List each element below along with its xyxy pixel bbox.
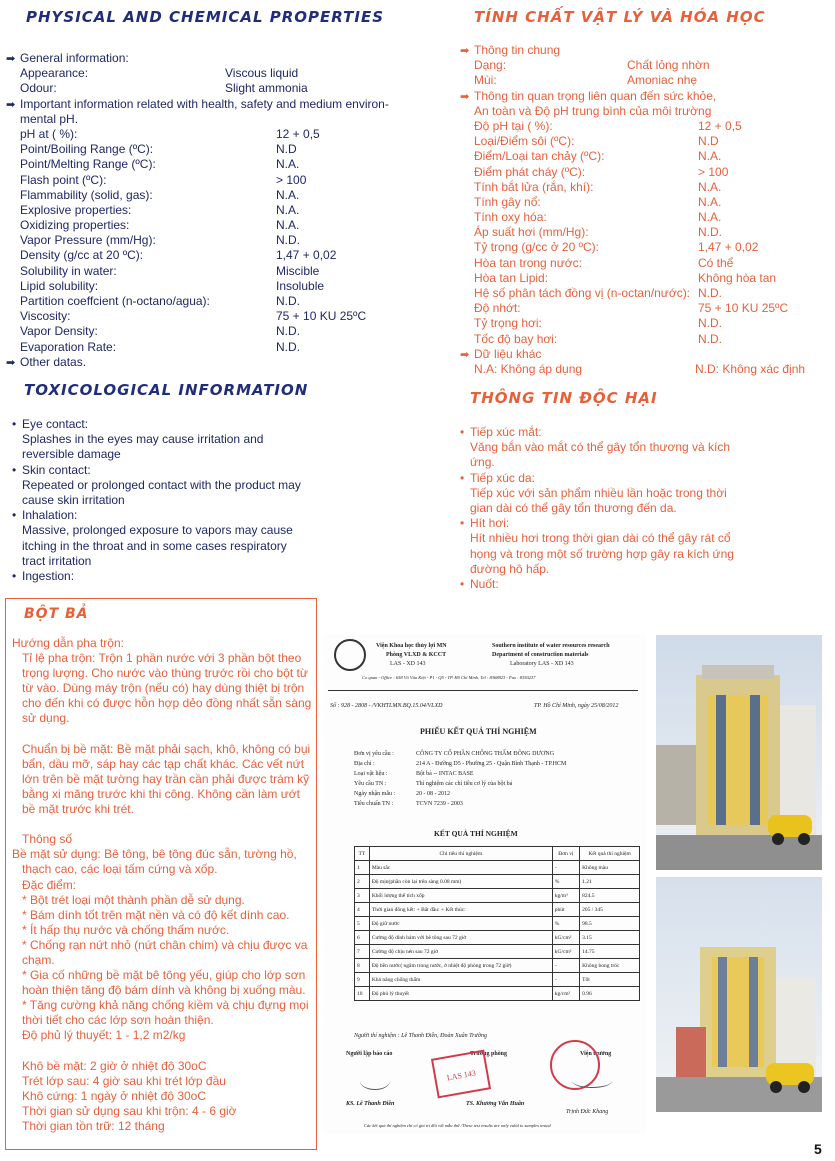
property-value: > 100 <box>698 164 729 179</box>
property-row <box>6 173 426 188</box>
property-row <box>6 188 426 203</box>
property-row <box>460 256 830 271</box>
institute-logo-icon <box>334 639 366 671</box>
building-photo-top <box>656 635 822 870</box>
property-value: N.A. <box>276 218 300 233</box>
property-value: 75 + 10 KU 25ºC <box>276 309 367 324</box>
property-label: Tỷ trọng (g/cc ở 20 ºC): <box>474 240 599 255</box>
bot-ba-line: Chuẩn bị bề mặt: Bề mặt phải sạch, khô, không có bụi <box>22 741 311 756</box>
bot-ba-line <box>12 1044 314 1059</box>
property-row <box>6 218 426 233</box>
bot-ba-line: Thông số <box>22 832 73 847</box>
property-value: N.A. <box>276 202 300 217</box>
property-label: Hệ số phân tách đồng vị (n-octan/nước): <box>474 286 691 300</box>
bot-ba-line: * Gia cố những bề mặt bê tông yếu, giúp cho lớp sơn <box>22 968 306 983</box>
property-label: Tính bắt lửa (rắn, khí): <box>474 179 594 194</box>
arrow-icon: ➡ <box>6 53 16 65</box>
table-row: 5 Độ giữ nước % 98.5 <box>355 917 640 931</box>
property-row <box>460 316 830 331</box>
property-value: N.D. <box>276 324 300 339</box>
bot-ba-line: bằng xi măng trước khi thi công. Không cần làm ướt <box>22 786 300 801</box>
property-label: Tính gây nổ: <box>474 194 541 209</box>
property-value: N.D. <box>276 294 300 308</box>
property-row <box>460 240 830 255</box>
toxicological-info-en: • Eye contact: Splashes in the eyes may cause irritation and reversible damage • Skin contact: Repeated or prolonged contact with the product may cause skin irritation • Inhalation: Massive, prolonged exposure to vapors may cause itching in the throat and in some cases respiratory tract irritation • Ingestion: <box>12 417 301 583</box>
property-row <box>460 134 830 149</box>
property-label: Áp suất hơi (mm/Hg): <box>474 225 589 240</box>
property-row <box>460 180 830 195</box>
property-row <box>460 149 830 164</box>
test-results-table: TT Chỉ tiêu thí nghiệm Đơn vị Kết quả thí nghiệm 1 Màu sắc - Không màu 2 Độ mịn(phần còn lại trên sàng 0.08 mm) % 1.21 3 Khối lượng thể tích xốp kg/m³ 824.5 4 Thời gian đông kết: + Bắt đầu: + Kết thúc: phút 205 / 345 5 Độ giữ nước % 98.5 6 Cường độ dính bám với bê tông sau 72 giờ kG/cm² 3.15 7 Cường độ chịu nén sau 72 giờ kG/cm² 14.75 8 Độ bền nước( ngâm trong nước, ở nhiệt độ phòng trong 72 giờ) - Không bong tróc 9 Khả năng chống thấm - Tốt 10 Độ phủ lý thuyết kg/cm² 0.96 <box>354 846 640 1001</box>
property-label: Oxidizing properties: <box>20 218 130 233</box>
property-label: Điểm phát cháy (ºC): <box>474 164 586 179</box>
property-row <box>460 119 830 134</box>
property-label: Point/Boiling Range (ºC): <box>20 142 154 157</box>
property-label: Evaporation Rate: <box>20 339 117 354</box>
arrow-icon: ➡ <box>460 90 470 103</box>
property-value: > 100 <box>276 172 307 187</box>
property-value: Miscible <box>276 263 320 278</box>
arrow-icon: ➡ <box>460 348 470 361</box>
property-value: N.D. <box>698 286 722 300</box>
bot-ba-line: sử dụng. <box>22 711 70 726</box>
bot-ba-line: lớn trên bề mặt tường hay trần cần phải được trám kỹ <box>22 771 310 786</box>
bot-ba-line: * Bám dính tốt trên mặt nền và có độ kết dính cao. <box>22 907 290 922</box>
property-label: Vapor Pressure (mm/Hg): <box>20 233 156 248</box>
property-row <box>460 210 830 225</box>
table-row: 4 Thời gian đông kết: + Bắt đầu: + Kết thúc: phút 205 / 345 <box>355 903 640 917</box>
bot-ba-line: Khô cứng: 1 ngày ở nhiệt độ 30oC <box>22 1088 207 1103</box>
property-row <box>460 286 830 301</box>
bot-ba-line: Trét lớp sau: 4 giờ sau khi trét lớp đầu <box>22 1073 226 1088</box>
property-value: Có thể <box>698 255 734 270</box>
physical-properties-vi: ➡ Thông tin chung Dạng: Chất lỏng nhờn Mùi: Amoniac nhẹ ➡ Thông tin quan trọng liên quan đến sức khỏe, An toàn và Độ pH trung bình của môi trường Độ pH tại ( %): 12 + 0,5 Loại/Điểm sôi (ºC): N.D Điểm/Loại tan chảy (ºC): N.A. Điểm phát cháy (ºC): > 100 Tính bắt lửa (rắn, khí): N.A. Tính gây nổ: N.A. Tính oxy hóa: N.A. Áp suất hơi (mm/Hg): N.D. Tỷ trọng (g/cc ở 20 ºC): 1,47 + 0,02 Hòa tan trong nước: Có thể Hòa tan Lipid: Không hòa tan Hệ số phân tách đồng vị (n-octan/nước): N.D. Độ nhớt: 75 + 10 KU 25ºC Tỷ trọng hơi: N.D. Tốc độ bay hơi: N.D. ➡ Dữ liệu khác N.A: Không áp dụng N.D: Không xác định <box>460 43 830 377</box>
bot-ba-line: chạm. <box>22 952 55 967</box>
bot-ba-line: * Chống rạn nứt nhỏ (nứt chân chim) và chịu được va <box>22 937 308 952</box>
property-value: N.A. <box>698 210 722 225</box>
property-row <box>6 127 426 142</box>
table-row: 7 Cường độ chịu nén sau 72 giờ kG/cm² 14.75 <box>355 945 640 959</box>
las-stamp: LAS 143 <box>431 1050 491 1099</box>
table-row: 1 Màu sắc - Không màu <box>355 861 640 875</box>
property-row <box>6 203 426 218</box>
property-value: N.D <box>698 134 719 149</box>
property-label: Điểm/Loại tan chảy (ºC): <box>474 149 605 164</box>
bot-ba-line: Đặc điểm: <box>22 877 77 892</box>
property-value: Không hòa tan <box>698 270 777 285</box>
property-value: N.D. <box>698 331 722 346</box>
property-label: Hòa tan trong nước: <box>474 255 582 270</box>
bot-ba-text <box>12 636 314 1134</box>
property-row <box>6 309 426 324</box>
property-value: 12 + 0,5 <box>276 126 320 141</box>
property-row <box>460 332 830 347</box>
bot-ba-line: Tỉ lệ pha trộn: Trộn 1 phần nước với 3 phần bột theo <box>22 651 302 666</box>
property-row <box>6 142 426 157</box>
toxicological-info-vi: • Tiếp xúc mắt: Văng bắn vào mắt có thể gây tổn thương và kích ứng. • Tiếp xúc da: Tiếp xúc với sản phẩm nhiều lần hoặc trong thời gian dài có thể gây tổn thương đến da. • Hít hơi: Hít nhiều hơi trong thời gian dài có thể gây rát cổ họng và trong một số trường hợp gây ra kích ứng đường hô hấp. • Nuốt: <box>460 425 734 591</box>
property-value: N.A. <box>276 187 300 202</box>
bot-ba-line <box>12 727 314 742</box>
property-row <box>6 264 426 279</box>
bot-ba-line: * Ít hấp thụ nước và chống thấm nước. <box>22 922 230 937</box>
bot-ba-line: hoàn thiện tăng độ bám dính và không bị xuống màu. <box>22 983 306 998</box>
bot-ba-line: * Bột trét loại một thành phần dễ sử dụng. <box>22 892 245 907</box>
bot-ba-line: Hướng dẫn pha trộn: <box>12 636 124 650</box>
property-label: Explosive properties: <box>20 202 132 217</box>
property-row <box>6 279 426 294</box>
bot-ba-line: Thời gian tồn trữ: 12 tháng <box>22 1119 165 1133</box>
toxicological-heading-vi: THÔNG TIN ĐỘC HẠI <box>470 389 658 407</box>
property-label: Độ nhớt: <box>474 301 521 316</box>
property-label: Flash point (ºC): <box>20 172 107 187</box>
property-label: Tỷ trọng hơi: <box>474 316 542 331</box>
bot-ba-line: Bề mặt sử dụng: Bê tông, bê tông đúc sẵn, tường hồ, <box>12 847 297 862</box>
bot-ba-line: từ vào. Dùng máy trộn (nếu có) hay dùng thiệt bị trộn <box>22 681 305 696</box>
property-value: N.D. <box>698 316 722 331</box>
property-label: Viscosity: <box>20 309 71 324</box>
table-row: 2 Độ mịn(phần còn lại trên sàng 0.08 mm) % 1.21 <box>355 875 640 889</box>
property-value: 75 + 10 KU 25ºC <box>698 301 789 316</box>
property-label: Tốc độ bay hơi: <box>474 331 558 346</box>
table-row: 8 Độ bền nước( ngâm trong nước, ở nhiệt độ phòng trong 72 giờ) - Không bong tróc <box>355 959 640 973</box>
test-certificate: Viện Khoa học thủy lợi MN Southern institute of water resources research Phòng VLXD & KCCT Department of construction materials LAS - XD 143 Laboratory LAS - XD 143 Co quan - Office : 658 Võ Văn Kiệt - P1 - Q5 - TP. Hồ Chí Minh. Tel : 8368823 - Fax : 8350237 Số : 928 - 2808 - /VKHTLMN.BQ.15.04/VLXD TP. Hồ Chí Minh, ngày 25/08/2012 PHIẾU KẾT QUẢ THÍ NGHIỆM Đơn vị yêu cầu : CÔNG TY CỔ PHẦN CHỐNG THẤM ĐÔNG DƯƠNG Địa chỉ : 214 A - Đường D5 - Phường 25 - Quận Bình Thạnh - TP.HCM Loại vật liệu : Bột bả -- INTAC BASE Yêu cầu TN : Thí nghiệm các chỉ tiêu cơ lý của bột bả Ngày nhận mẫu : 20 - 08 - 2012 Tiêu chuẩn TN : TCVN 7239 - 2003 KẾT QUẢ THÍ NGHIỆM TT Chỉ tiêu thí nghiệm Đơn vị Kết quả thí nghiệm 1 Màu sắc - Không màu 2 Độ mịn(phần còn lại trên sàng 0.08 mm) % 1.21 3 Khối lượng thể tích xốp kg/m³ 824.5 4 Thời gian đông kết: + Bắt đầu: + Kết thúc: phút 205 / 345 5 Độ giữ nước % 98.5 6 Cường độ dính bám với bê tông sau 72 giờ kG/cm² 3.15 7 Cường độ chịu nén sau 72 giờ kG/cm² 14.75 8 Độ bền nước( ngâm trong nước, ở nhiệt độ phòng trong 72 giờ) - Không bong tróc 9 Khả năng chống thấm - Tốt 10 Độ phủ lý thuyết kg/cm² 0.96 Người thí nghiệm : Lê Thanh Điền, Đoàn Xuân Trường Người lập báo cáo Trưởng phòng Viện trưởng LAS 143 KS. Lê Thanh Điền TS. Khương Văn Huân Trịnh Đức Khang Các kết quả thí nghiệm chỉ có giá trị đối với mẫu thử /These test results are only valid to samples tested <box>324 634 646 1134</box>
bot-ba-line: thạch cao, các loại tấm cứng và xốp. <box>22 862 218 877</box>
table-row: 10 Độ phủ lý thuyết kg/cm² 0.96 <box>355 987 640 1001</box>
property-row <box>460 271 830 286</box>
property-value: 1,47 + 0,02 <box>276 248 337 263</box>
toxicological-heading-en: TOXICOLOGICAL INFORMATION <box>24 381 309 399</box>
bot-ba-line <box>12 817 314 832</box>
property-label: Lipid solubility: <box>20 278 99 293</box>
property-value: N.A. <box>698 149 722 164</box>
property-row <box>460 301 830 316</box>
property-row <box>6 233 426 248</box>
property-label: Solubility in water: <box>20 263 117 278</box>
arrow-icon: ➡ <box>460 45 470 57</box>
physical-heading-vi: TÍNH CHẤT VẬT LÝ VÀ HÓA HỌC <box>474 8 766 26</box>
bot-ba-line: bẩn, dầu mỡ, sáp hay các tạp chất khác. Các vết nứt <box>22 756 305 771</box>
signature-icon <box>572 1074 612 1088</box>
arrow-icon: ➡ <box>6 98 16 111</box>
bot-ba-heading: BỘT BẢ <box>24 606 89 622</box>
property-label: Tính oxy hóa: <box>474 210 547 225</box>
property-value: 12 + 0,5 <box>698 118 742 133</box>
property-row <box>460 165 830 180</box>
property-value: N.D. <box>698 225 722 240</box>
property-label: Density (g/cc at 20 ºC): <box>20 248 144 263</box>
building-photo-bottom <box>656 877 822 1112</box>
property-label: Flammability (solid, gas): <box>20 187 153 202</box>
property-label: Point/Melting Range (ºC): <box>20 157 156 172</box>
property-row <box>6 324 426 339</box>
property-value: Insoluble <box>276 278 325 293</box>
property-label: Độ pH tại ( %): <box>474 118 553 133</box>
bot-ba-line: * Tăng cường khả năng chống kiềm và chịu đựng mọi <box>22 998 309 1013</box>
property-label: Partition coeffcient (n-octano/agua): <box>20 294 210 308</box>
bot-ba-line: bề mặt trước khi trét. <box>22 802 134 817</box>
property-row <box>460 225 830 240</box>
property-label: Loại/Điểm sôi (ºC): <box>474 134 575 149</box>
table-row: 9 Khả năng chống thấm - Tốt <box>355 973 640 987</box>
signature-icon <box>360 1072 390 1090</box>
property-row <box>6 340 426 355</box>
property-value: N.A. <box>698 179 722 194</box>
property-label: Vapor Density: <box>20 324 98 339</box>
property-value: 1,47 + 0,02 <box>698 240 759 255</box>
bot-ba-line: cho đến khi có được hỗn hợp dẻo đồng nhất sẵn sàng <box>22 696 312 711</box>
bot-ba-line: trọng lượng. Cho nước vào thùng trước rồi cho bột từ <box>22 666 308 681</box>
property-value: N.D. <box>276 339 300 354</box>
property-row <box>6 294 426 309</box>
physical-properties-en: ➡ General information: Appearance: Viscous liquid Odour: Slight ammonia ➡ Important information related with health, safety and medium environ- mental pH. pH at ( %): 12 + 0,5 Point/Boiling Range (ºC): N.D Point/Melting Range (ºC): N.A. Flash point (ºC): > 100 Flammability (solid, gas): N.A. Explosive properties: N.A. Oxidizing properties: N.A. Vapor Pressure (mm/Hg): N.D. Density (g/cc at 20 ºC): 1,47 + 0,02 Solubility in water: Miscible Lipid solubility: Insoluble Partition coeffcient (n-octano/agua): N.D. Viscosity: 75 + 10 KU 25ºC Vapor Density: N.D. Evaporation Rate: N.D. ➡ Other datas. <box>6 51 426 370</box>
bot-ba-line: thời tiết cho các lớp sơn hoàn thiện. <box>22 1013 214 1028</box>
arrow-icon: ➡ <box>6 356 16 369</box>
property-row <box>460 195 830 210</box>
property-value: N.A. <box>698 194 722 209</box>
property-value: N.D <box>276 142 297 157</box>
table-row: 3 Khối lượng thể tích xốp kg/m³ 824.5 <box>355 889 640 903</box>
table-row: 6 Cường độ dính bám với bê tông sau 72 giờ kG/cm² 3.15 <box>355 931 640 945</box>
property-row <box>6 157 426 172</box>
property-value: N.A. <box>276 157 300 172</box>
physical-heading-en: PHYSICAL AND CHEMICAL PROPERTIES <box>26 8 385 26</box>
bot-ba-line: Khô bề mặt: 2 giờ ở nhiệt độ 30oC <box>22 1058 207 1073</box>
property-row <box>6 248 426 263</box>
bot-ba-line: Độ phủ lý thuyết: 1 - 1,2 m2/kg <box>22 1028 186 1043</box>
property-label: pH at ( %): <box>20 126 78 141</box>
property-label: Hòa tan Lipid: <box>474 270 549 285</box>
page-number: 5 <box>814 1141 822 1157</box>
bot-ba-line: Thời gian sử dụng sau khi trộn: 4 - 6 giờ <box>22 1103 237 1118</box>
property-value: N.D. <box>276 233 300 248</box>
